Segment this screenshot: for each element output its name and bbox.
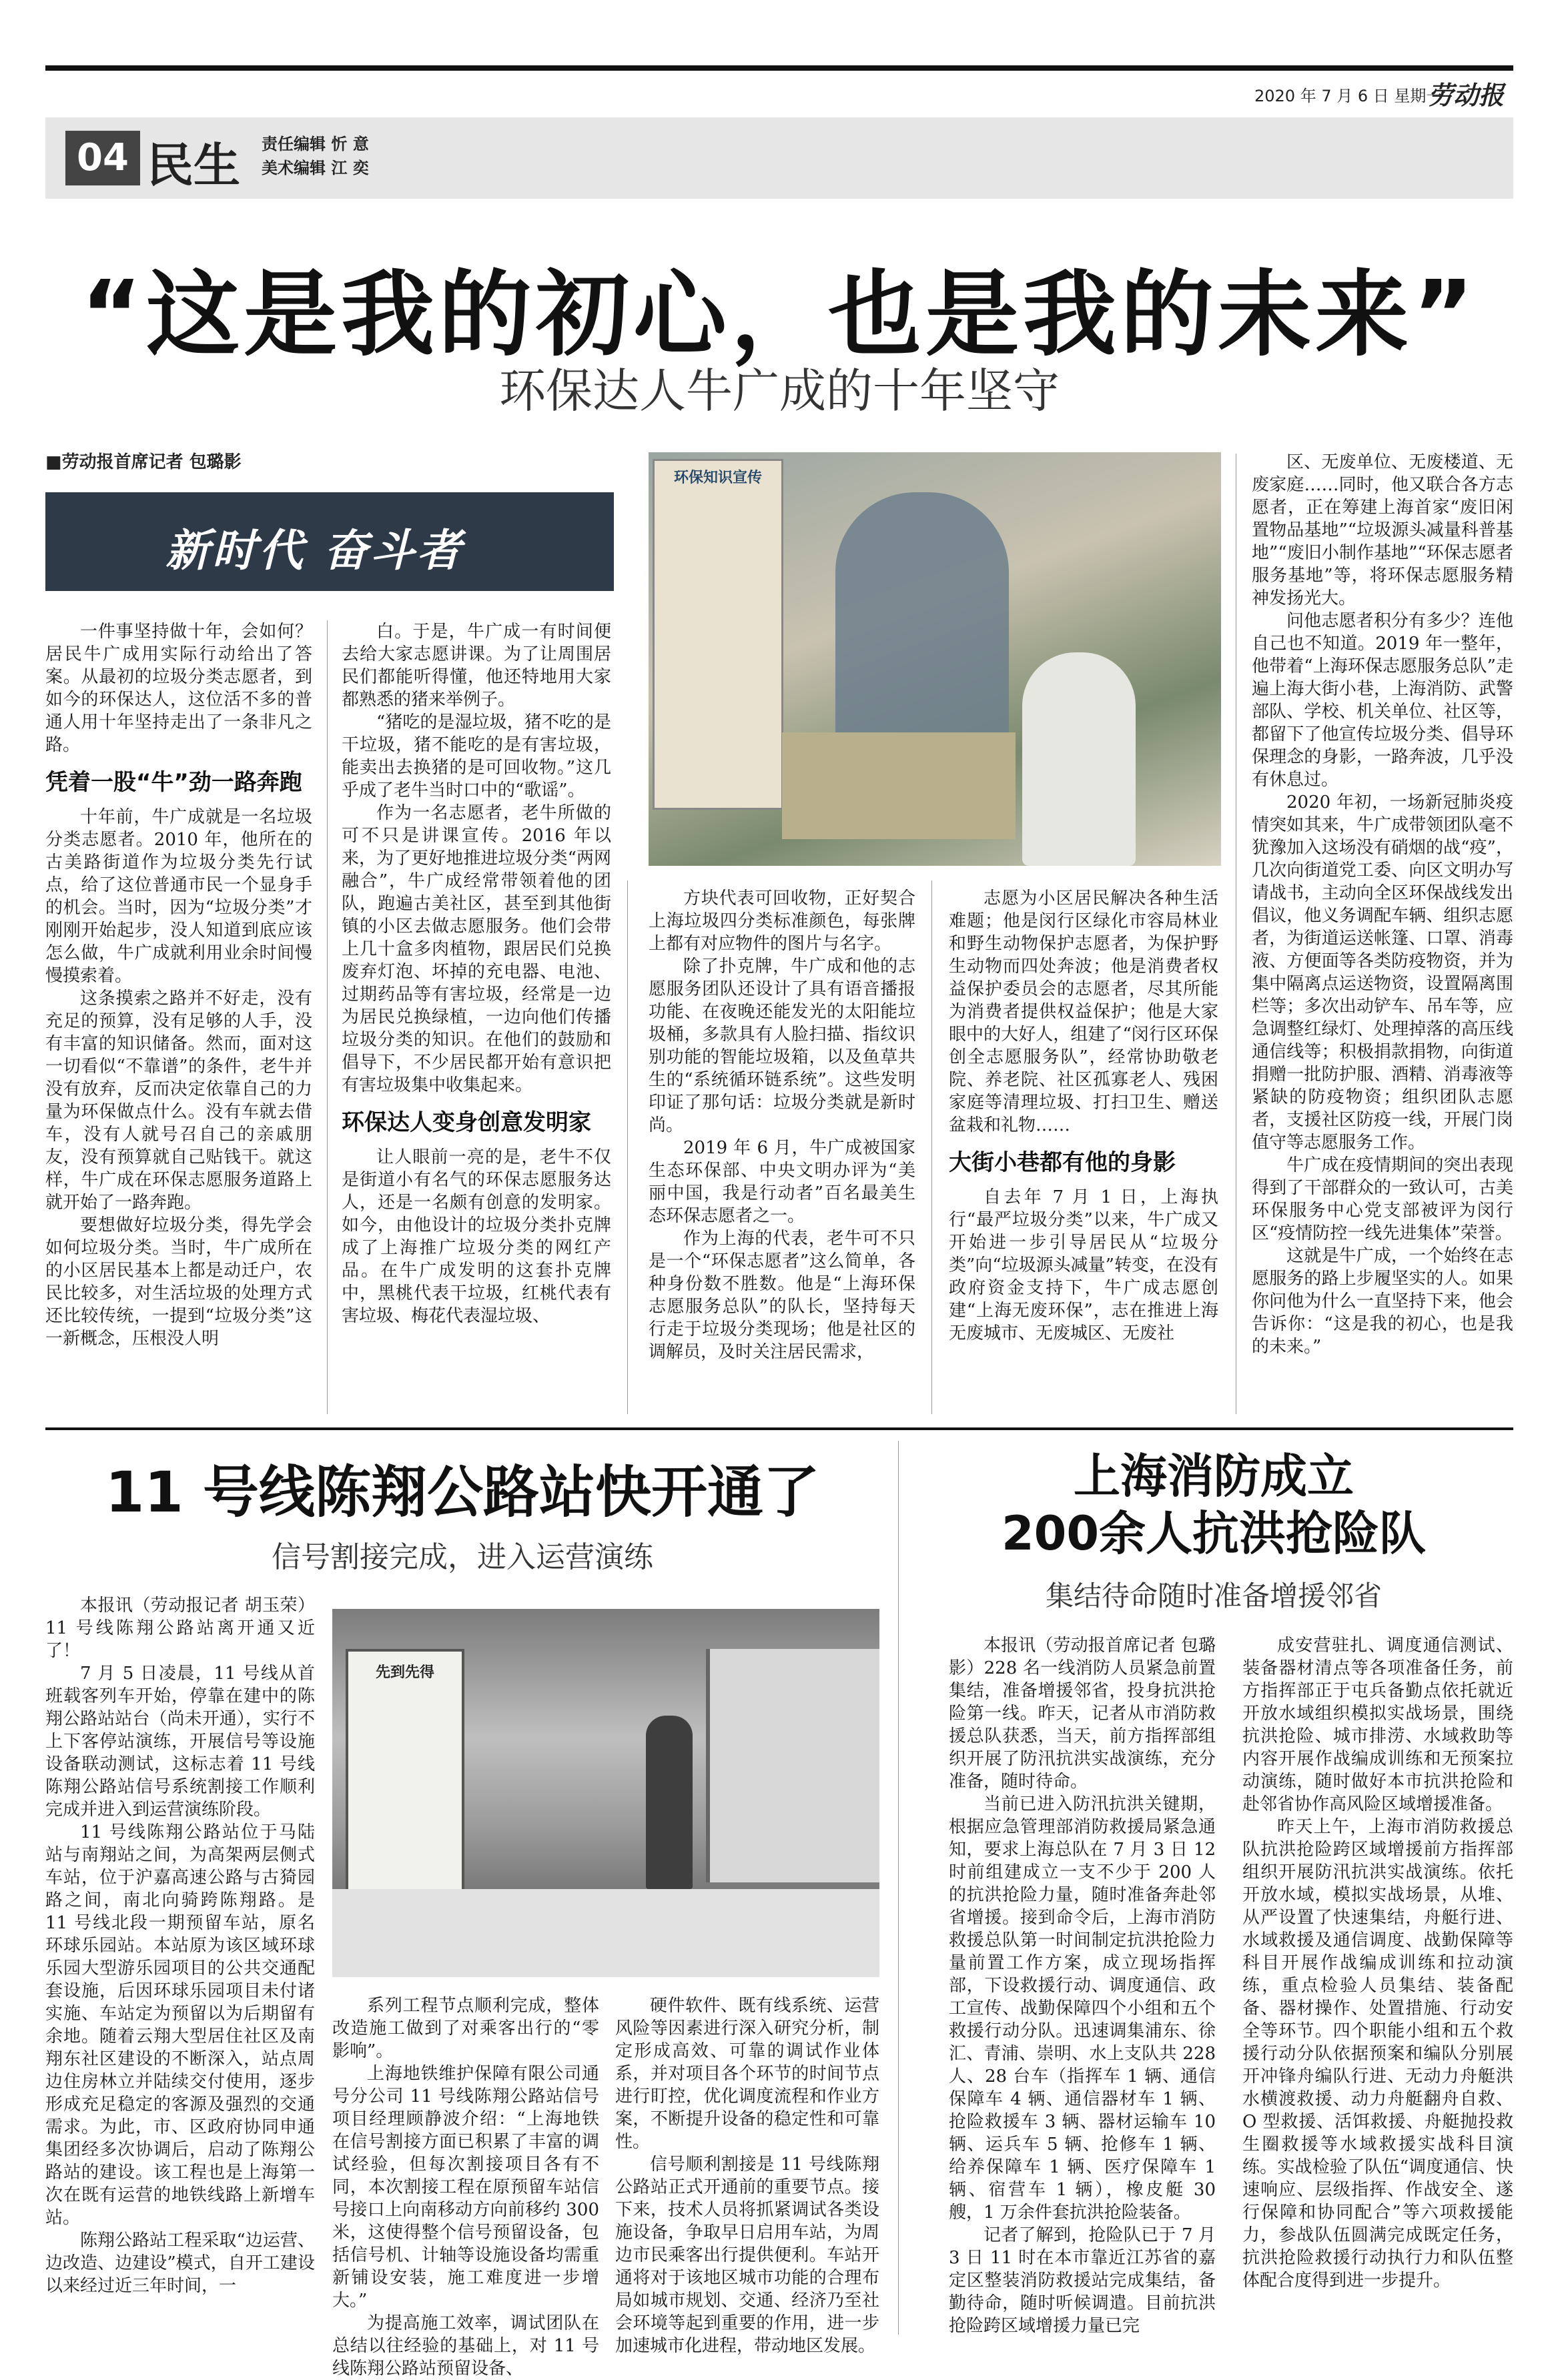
lead-column-4 [949,887,1218,1345]
fire-headline-line-2: 200余人抗洪抢险队 [1001,1506,1427,1561]
paragraph: 除了扑克牌，牛广成和他的志愿服务团队还设计了具有语音播报功能、在夜晚还能发光的太阳能垃圾桶，多款具有人脸扫描、指纹识别功能的智能垃圾箱，以及鱼草共生的“系统循环链系统”。这些发明印证了那句话：垃圾分类就是新时尚。 [649,957,915,1135]
section-name: 民生 [147,137,240,193]
paragraph: 白。于是，牛广成一有时间便去给大家志愿讲课。为了让周围居民们都能听得懂，他还特地用大家都熟悉的猪来举例子。 [342,622,611,710]
paragraph: 作为一名志愿者，老牛所做的可不只是讲课宣传。2016 年以来，为了更好地推进垃圾分类“两网融合”，牛广成经常带领着他的团队，跑遍古美社区，甚至到其他街镇的小区去做志愿服务。他们会带上几十盒多肉植物，跟居民们兑换废弃灯泡、坏掉的充电器、电池、过期药品等有害垃圾，经常是一边为居民兑换绿植，一边向他们传播垃圾分类的知识。在他们的鼓励和倡导下，不少居民都开始有意识把有害垃圾集中收集起来。 [342,803,611,1095]
metro-column-1 [45,1594,315,2297]
lead-subheadline: 环保达人牛广成的十年坚守 [499,364,1060,418]
lead-photo [649,452,1221,866]
column-divider [327,620,328,1414]
editor-responsible: 责任编辑 忻 意 [262,135,369,153]
paragraph: 成安营驻扎、调度通信测试、装备器材清点等各项准备任务，前方指挥部正于屯兵备勤点依托就近开放水域组织模拟实战场景，围绕抗洪抢险、城市排涝、水域救助等内容开展作战编成训练和无预案拉动演练，随时做好本市抗洪抢险和赴邻省协作高风险区域增援准备。 [1242,1636,1513,1814]
paragraph: 上海地铁维护保障有限公司通号分公司 11 号线陈翔公路站信号项目经理顾静波介绍：“上海地铁在信号割接方面已积累了丰富的调试经验，但每次割接项目各有不同，本次割接工程在原预留车站信号接口上向南移动方向前移约 300 米，这使得整个信号预留设备，包括信号机、计轴等设施设备均需重新铺设安装，施工难度进一步增大。” [332,2064,599,2311]
paragraph: 7 月 5 日凌晨，11 号线从首班载客列车开始，停靠在建中的陈翔公路站站台（尚未开通），实行不上下客停站演练，开展信号等设施设备联动测试，这标志着 11 号线陈翔公路站信号系统割接工作顺利完成并进入到运营演练阶段。 [45,1664,315,1820]
photo-station-sign [346,1649,464,1908]
lead-column-5 [1252,451,1513,1358]
photo-board-title: 环保知识宣传 [673,470,762,486]
paragraph: 为提高施工效率，调试团队在总结以往经验的基础上，对 11 号线陈翔公路站预留设备、 [332,2313,599,2379]
photo-board [653,459,783,810]
paragraph: 方块代表可回收物，正好契合上海垃圾四分类标准颜色，每张牌上都有对应物件的图片与名字。 [649,888,915,954]
lead-column-3 [649,887,915,1363]
paragraph: 要想做好垃圾分类，得先学会如何垃圾分类。当时，牛广成所在的小区居民基本上都是动迁户，农民比较多，对生活垃圾的处理方式还比较传统，一提到“垃圾分类”这一新概念，压根没人明 [45,1215,312,1349]
fire-headline-line-1: 上海消防成立 [1074,1449,1354,1504]
column-divider [931,880,932,1414]
lead-headline: “这是我的初心，也是我的未来” [80,261,1479,370]
lead-crosshead-3: 大街小巷都有他的身影 [949,1149,1176,1176]
paragraph: 这就是牛广成，一个始终在志愿服务的路上步履坚实的人。如果你问他为什么一直坚持下来，他会告诉你：“这是我的初心，也是我的未来。” [1252,1246,1513,1357]
lead-column-1 [45,620,312,1350]
metro-subheadline: 信号割接完成，进入运营演练 [272,1540,653,1574]
photo-platform-floor [332,1889,879,1977]
section-divider [45,1427,1513,1430]
paragraph: “猪吃的是湿垃圾，猪不吃的是干垃圾，猪不能吃的是有害垃圾，能卖出去换猪的是可回收物。”这几乎成了老牛当时口中的“歌谣”。 [342,712,611,800]
paragraph: 自去年 7 月 1 日，上海执行“最严垃圾分类”以来，牛广成又开始进一步引导居民从“垃圾分类”向“垃圾源头减量”转变，在没有政府资金支持下，牛广成志愿创建“上海无废环保”，志在推进上海无废城市、无废城区、无废社 [949,1187,1218,1343]
paragraph: 十年前，牛广成就是一名垃圾分类志愿者。2010 年，他所在的古美路街道作为垃圾分类先行试点，给了这位普通市民一个显身手的机会。当时，因为“垃圾分类”才刚刚开始起步，没人知道到底应该怎么做，牛广成就利用业余时间慢慢摸索着。 [45,807,312,986]
paragraph: 记者了解到，抢险队已于 7 月 3 日 11 时在本市靠近江苏省的嘉定区整装消防救援站完成集结，备勤待命，随时听候调遣。目前抗洪抢险跨区域增援力量已完 [949,2225,1216,2336]
masthead-logo: 劳动报 [1428,80,1505,110]
lead-column-2 [342,620,611,1327]
fire-subheadline: 集结待命随时准备增援邻省 [1045,1580,1382,1612]
photo-plant-tray [782,732,1016,839]
paragraph: 让人眼前一亮的是，老牛不仅是街道小有名气的环保志愿服务达人，还是一名颇有创意的发明家。如今，由他设计的垃圾分类扑克牌成了上海推广垃圾分类的网红产品。在牛广成发明的这套扑克牌中，黑桃代表干垃圾，红桃代表有害垃圾、梅花代表湿垃圾、 [342,1147,611,1326]
editors [262,132,369,180]
metro-headline: 11 号线陈翔公路站快开通了 [105,1459,820,1525]
paragraph: 系列工程节点顺利完成，整体改造施工做到了对乘客出行的“零影响”。 [332,1996,599,2061]
column-banner [45,492,614,591]
paragraph: 区、无废单位、无废楼道、无废家庭……同时，他又联合各方志愿者，正在筹建上海首家“废旧闲置物品基地”“垃圾源头减量科普基地”“废旧小制作基地”“环保志愿者服务基地”等，将环保志愿服务精神发扬光大。 [1252,452,1513,608]
fire-column-2 [1242,1634,1513,2292]
photo-staff [646,1716,693,1889]
paragraph: 本报讯（劳动报记者 胡玉荣）11 号线陈翔公路站离开通又近了！ [45,1596,315,1661]
lead-crosshead-2: 环保达人变身创意发明家 [342,1109,591,1136]
paragraph: 问他志愿者积分有多少？连他自己也不知道。2019 年一整年，他带着“上海环保志愿服务总队”走遍上海大街小巷，上海消防、武警部队、学校、机关单位、社区等，都留下了他宣传垃圾分类、倡导环保理念的身影，一路奔波，几乎没有休息过。 [1252,611,1513,790]
top-rule [45,65,1513,71]
paragraph: 本报讯（劳动报首席记者 包璐影）228 名一线消防人员紧急前置集结，准备增援邻省，投身抗洪抢险第一线。昨天，记者从市消防救援总队获悉，当天，前方指挥部组织开展了防汛抗洪实战演练，充分准备，随时待命。 [949,1636,1216,1792]
paragraph: 陈翔公路站工程采取“边运营、边改造、边建设”模式，自开工建设以来经过近三年时间，一 [45,2231,315,2296]
metro-column-2 [332,1994,599,2380]
paragraph: 志愿为小区居民解决各种生活难题；他是闵行区绿化市容局林业和野生动物保护志愿者，为保护野生动物而四处奔波；他是消费者权益保护委员会的志愿者，尽其所能为消费者提供权益保护；他是大家眼中的大好人，组建了“闵行区环保创全志愿服务队”，经常协助敬老院、养老院、社区孤寡老人、残困家庭等清理垃圾、打扫卫生、赠送盆栽和礼物…… [949,888,1218,1135]
metro-photo [332,1609,879,1977]
metro-column-3 [615,1994,879,2357]
banner-title: 新时代 奋斗者 [165,525,464,576]
paragraph: 作为上海的代表，老牛可不只是一个“环保志愿者”这么简单，各种身份数不胜数。他是“上海环保志愿服务总队”的队长，坚持每天行走于垃圾分类现场；他是社区的调解员，及时关注居民需求， [649,1229,915,1362]
paragraph: 11 号线陈翔公路站位于马陆站与南翔站之间，为高架两层侧式车站，位于沪嘉高速公路与古猗园路之间，南北向骑跨陈翔路。是 11 号线北段一期预留车站，原名环球乐园站。本站原为该区域环球乐园大型游乐园项目的公共交通配套设施，后因环球乐园项目未付诸实施、车站定为预留以为后期留有余地。随着云翔大型居住社区及南翔东社区建设的不断深入，站点周边住房林立并陆续交付使用，逐步形成充足稳定的客源及强烈的交通需求。为此，市、区政府协同申通集团经多次协调后，启动了陈翔公路站的建设。该工程也是上海第一次在既有运营的地铁线路上新增车站。 [45,1822,315,2228]
section-divider-vertical [898,1441,899,2335]
paragraph: 信号顺利割接是 11 号线陈翔公路站正式开通前的重要节点。接下来，技术人员将抓紧调试各类设施设备，争取早日启用车站，为周边市民乘客出行提供便利。车站开通将对于该地区城市功能的合理布局如城市规划、交通、经济乃至社会环境等起到重要的作用，进一步加速城市化进程，带动地区发展。 [615,2155,879,2356]
photo-sign-text: 先到先得 [375,1664,434,1681]
lead-crosshead-1: 凭着一股“牛”劲一路奔跑 [45,769,302,796]
editor-art: 美术编辑 江 奕 [262,159,369,177]
photo-child [1022,652,1136,866]
paragraph: 当前已进入防汛抗洪关键期，根据应急管理部消防救援局紧急通知，要求上海总队在 7 月 3 日 12 时前组建成立一支不少于 200 人的抗洪抢险力量，随时准备奔赴邻省增援。接到命令后，上海市消防救援总队第一时间制定抗洪抢险力量前置工作方案，成立现场指挥部，下设救援行动、调度通信、政工宣传、战勤保障四个小组和五个救援行动分队。迅速调集浦东、徐汇、青浦、崇明、水上支队共 228 人、28 台车（指挥车 1 辆、通信保障车 4 辆、通信器材车 1 辆、抢险救援车 3 辆、器材运输车 10 辆、运兵车 5 辆、抢修车 1 辆、给养保障车 1 辆、医疗保障车 1 辆、宿营车 1 辆），橡皮艇 30 艘，1 万余件套抗洪抢险装备。 [949,1794,1216,2223]
paragraph: 2019 年 6 月，牛广成被国家生态环保部、中央文明办评为“美丽中国，我是行动者”百名最美生态环保志愿者之一。 [649,1138,915,1226]
issue-date: 2020 年 7 月 6 日 星期一 [1254,87,1443,105]
paragraph: 一件事坚持做十年，会如何？居民牛广成用实际行动给出了答案。从最初的垃圾分类志愿者，到如今的环保达人，这位活不多的普通人用十年坚持走出了一条非凡之路。 [45,622,312,755]
paragraph: 这条摸索之路并不好走，没有充足的预算，没有足够的人手，没有丰富的知识储备。然而，面对这一切看似“不靠谱”的条件，老牛并没有放弃，反而决定依靠自己的力量为环保做点什么。没有车就去借车，没有人就号召自己的亲戚朋友，没有预算就自己贴钱干。就这样，牛广成在环保志愿服务道路上就开始了一路奔跑。 [45,989,312,1213]
page-number: 04 [65,131,140,185]
paragraph: 2020 年初，一场新冠肺炎疫情突如其来，牛广成带领团队毫不犹豫加入这场没有硝烟的战“疫”，几次向街道党工委、向区文明办写请战书，主动向全区环保战线发出倡议，他义务调配车辆、组织志愿者，为街道运送帐篷、口罩、消毒液、方便面等各类防疫物资，并为集中隔离点运送物资，设置隔离围栏等；多次出动铲车、吊车等，应急调整红绿灯、处理掉落的高压线通信线等；积极捐款捐物，向街道捐赠一批防护服、酒精、消毒液等紧缺的防疫物资；组织团队志愿者，支援社区防疫一线，开展门岗值守等志愿服务工作。 [1252,792,1513,1153]
lead-byline: ■劳动报首席记者 包璐影 [45,452,242,472]
column-divider [627,880,628,1414]
fire-column-1 [949,1634,1216,2337]
paragraph: 牛广成在疫情期间的突出表现得到了干部群众的一致认可，古美环保服务中心党支部被评为闵行区“疫情防控一线先进集体”荣誉。 [1252,1155,1513,1243]
fire-headline [914,1447,1513,1562]
paragraph: 硬件软件、既有线系统、运营风险等因素进行深入研究分析，制定形成高效、可靠的调试作业体系，并对项目各个环节的时间节点进行盯控，优化调度流程和作业方案，不断提升设备的稳定性和可靠性。 [615,1996,879,2152]
paragraph: 昨天上午，上海市消防救援总队抗洪抢险跨区域增援前方指挥部组织开展防汛抗洪实战演练。依托开放水域，模拟实战场景，从堆、从严设置了快速集结，舟艇行进、水域救援及通信调度、战勤保障等科目开展作战编成训练和拉动演练，重点检验人员集结、装备配备、器材操作、处置措施、行动安全等环节。四个职能小组和五个救援行动分队依据预案和编队分别展开冲锋舟编队行进、无动力舟艇洪水横渡救援、动力舟艇翻舟自救、O 型救援、活饵救援、舟艇抛投救生圈救援等水域救援实战科目演练。实战检验了队伍“调度通信、快速响应、层级指挥、作战安全、遂行保障和协同配合”等六项救援能力，参战队伍圆满完成既定任务，抗洪抢险救援行动执行力和队伍整体配合度得到进一步提升。 [1242,1817,1513,2291]
photo-train [706,1649,879,1882]
